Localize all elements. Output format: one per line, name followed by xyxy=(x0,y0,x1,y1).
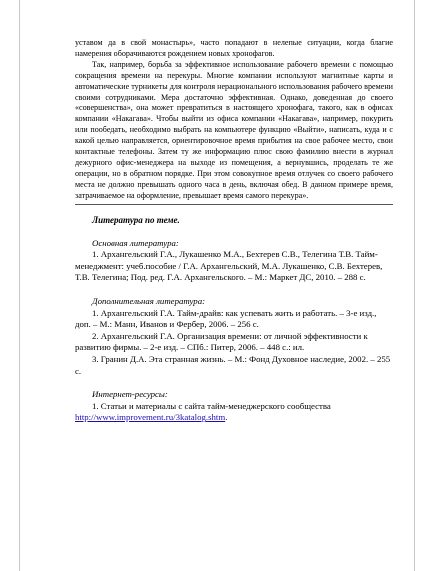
additional-literature-item-2: 2. Архангельский Г.А. Организация времени: от личной эффективности к развитию фирмы. – 2-е изд. – СПб.: Питер, 2006. – 448 с.: ил. xyxy=(75,330,368,353)
body-paragraph-1: уставом да в свой монастырь», часто попадают в нелепые ситуации, когда благие намерения оборачиваются рождением новых хронофагов. xyxy=(75,38,393,58)
spacer xyxy=(75,284,393,296)
internet-resource-suffix: . xyxy=(225,412,228,423)
additional-literature-item-1: 1. Архангельский Г.А. Тайм-драйв: как успевать жить и работать. – 3-е изд., доп. – М.: Манн, Иванов и Фербер, 2006. – 256 с. xyxy=(75,307,377,330)
spacer xyxy=(75,377,393,389)
body-paragraph-2: Так, например, борьба за эффективное использование рабочего времени с помощью сокращения времени на перекуры. Многие компании используют магнитные карты и автоматические турникеты для контроля нерационального использования рабочего времени своими сотрудниками. Мера достаточно эффективная. Однако, доведенная до своего «совершенства», она может превратиться в настоящего хронофага, такого, как в офисах компании «Накагава». Чтобы выйти из офиса компании «Накагава», например, покурить или пообедать, необходимо выбрать на компьютере функцию «Выйти», написать, куда и с какой целью направляется, ориентировочное время прибытия на свое рабочее место, свои контактные телефоны. Затем ту же информацию плюс свою фамилию внести в журнал дежурного офис-менеджера на выходе из помещения, а вернувшись, проделать те же операции, но в обратном порядке. При этом совокупное время отлучек со своего рабочего места не должно превышать одного часа в день, включая обед. В данном примере время, затрачиваемое на оформление, превышает время самого перекура». xyxy=(75,59,393,200)
basic-literature-label: Основная литература: xyxy=(92,237,179,248)
document-content xyxy=(75,38,393,424)
section-divider xyxy=(75,204,393,205)
literature-heading: Литература по теме. xyxy=(92,214,180,225)
internet-resource-text: 1. Статьи и материалы с сайта тайм-менеджерского сообщества xyxy=(92,400,331,411)
internet-resources-label: Интернет-ресурсы: xyxy=(92,389,168,400)
additional-literature-item-3: 3. Гранин Д.А. Эта странная жизнь. – М.: Фонд Духовное наследие, 2002. – 255 с. xyxy=(75,353,391,376)
internet-resource-item xyxy=(75,401,393,424)
additional-literature-label: Дополнительная литература: xyxy=(92,295,206,306)
internet-resource-link[interactable]: http://www.improvement.ru/3katalog.shtm xyxy=(75,412,226,423)
basic-literature-item: 1. Архангельский Г.А., Лукашенко М.А., Бехтерев С.В., Телегина Т.В. Тайм-менеджмент: учеб.пособие / Г.А. Архангельский, М.А. Лукашенко, С.В. Бехтерев, Т.В. Телегина; Под. ред. Г.А. Архангельского. – М.: Маркет ДС, 2010. – 288 с. xyxy=(75,249,383,283)
